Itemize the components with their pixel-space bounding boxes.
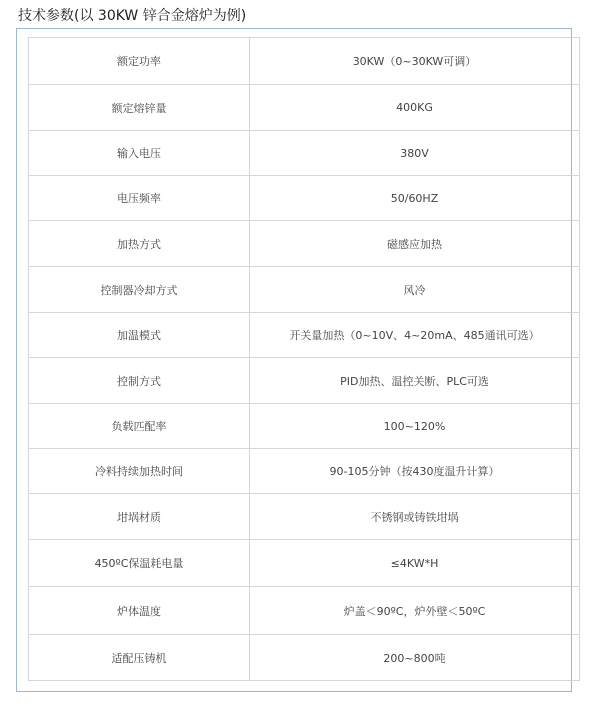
param-value: 开关量加热（0~10V、4~20mA、485通讯可选） [250, 313, 580, 358]
param-name: 坩埚材质 [29, 494, 250, 540]
param-name: 控制方式 [29, 358, 250, 404]
table-row [29, 176, 580, 221]
param-value: 不锈钢或铸铁坩埚 [250, 494, 580, 540]
table-row [29, 38, 580, 85]
table-row [29, 221, 580, 267]
param-name: 加热方式 [29, 221, 250, 267]
param-name: 适配压铸机 [29, 635, 250, 681]
table-row [29, 267, 580, 313]
param-value: 380V [250, 131, 580, 176]
param-value: 200~800吨 [250, 635, 580, 681]
param-value: 30KW（0~30KW可调） [250, 38, 580, 85]
param-name: 额定熔锌量 [29, 85, 250, 131]
table-row [29, 540, 580, 587]
page-title: 技术参数(以 30KW 锌合金熔炉为例) [18, 8, 247, 24]
table-row [29, 313, 580, 358]
table-row [29, 494, 580, 540]
param-value: 400KG [250, 85, 580, 131]
table-row [29, 358, 580, 404]
param-value: 炉盖＜90ºC，炉外壁＜50ºC [250, 587, 580, 635]
param-name: 冷料持续加热时间 [29, 449, 250, 494]
param-value: 100~120% [250, 404, 580, 449]
param-name: 控制器冷却方式 [29, 267, 250, 313]
table-row [29, 635, 580, 681]
param-name: 电压频率 [29, 176, 250, 221]
param-value: 磁感应加热 [250, 221, 580, 267]
param-name: 输入电压 [29, 131, 250, 176]
param-name: 炉体温度 [29, 587, 250, 635]
table-row [29, 131, 580, 176]
param-value: ≤4KW*H [250, 540, 580, 587]
param-value: 50/60HZ [250, 176, 580, 221]
param-name: 负载匹配率 [29, 404, 250, 449]
param-value: PID加热、温控关断、PLC可选 [250, 358, 580, 404]
table-row [29, 587, 580, 635]
param-name: 450ºC保温耗电量 [29, 540, 250, 587]
param-value: 90-105分钟（按430度温升计算） [250, 449, 580, 494]
param-value: 风冷 [250, 267, 580, 313]
table-row [29, 404, 580, 449]
table-row [29, 85, 580, 131]
param-name: 额定功率 [29, 38, 250, 85]
table-row [29, 449, 580, 494]
param-name: 加温模式 [29, 313, 250, 358]
spec-table [28, 37, 580, 681]
